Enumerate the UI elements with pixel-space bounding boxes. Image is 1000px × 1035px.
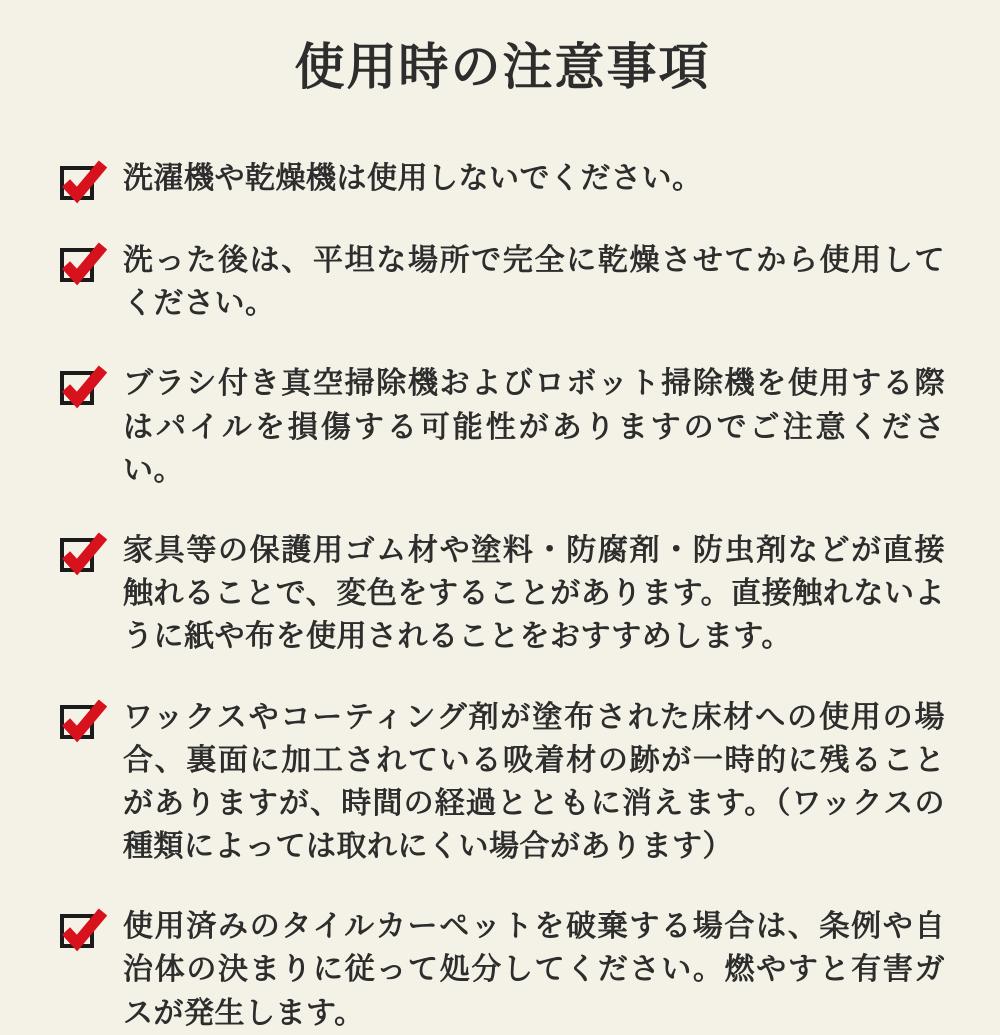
checkmark-glyph [61,697,107,743]
list-item [60,157,945,202]
red-checkmark-checkbox-icon [60,530,100,574]
checkmark-glyph [61,530,107,576]
precaution-list [60,157,945,1035]
list-item-text: ブラシ付き真空掃除機およびロボット掃除機を使用する際はパイルを損傷する可能性がありますのでご注意ください。 [123,366,945,488]
list-item-text: ワックスやコーティング剤が塗布された床材への使用の場合、裏面に加工されている吸着材の跡が一時的に残ることがありますが、時間の経過とともに消えます。（ワックスの種類によっては取れにくい場合があります） [123,699,945,865]
checkmark-glyph [61,158,107,204]
page-title: 使用時の注意事項 [294,38,711,96]
checkmark-glyph [61,240,107,286]
list-item [60,905,945,1035]
list-item [60,696,945,869]
red-checkmark-checkbox-icon [60,697,100,741]
list-item-text: 洗濯機や乾燥機は使用しないでください。 [123,161,703,196]
red-checkmark-checkbox-icon [60,363,100,407]
checkmark-glyph [61,363,107,409]
checkmark-glyph [61,906,107,952]
red-checkmark-checkbox-icon [60,158,100,202]
list-item [60,239,945,325]
list-item [60,362,945,492]
list-item-text: 使用済みのタイルカーペットを破棄する場合は、条例や自治体の決まりに従って処分してください。燃やすと有害ガスが発生します。 [123,909,945,1031]
red-checkmark-checkbox-icon [60,906,100,950]
list-item-text: 家具等の保護用ゴム材や塗料・防腐剤・防虫剤などが直接触れることで、変色をすることがあります。直接触れないように紙や布を使用されることをおすすめします。 [123,532,945,655]
list-item [60,529,945,659]
red-checkmark-checkbox-icon [60,240,100,284]
list-item-text: 洗った後は、平坦な場所で完全に乾燥させてから使用してください。 [123,243,945,322]
